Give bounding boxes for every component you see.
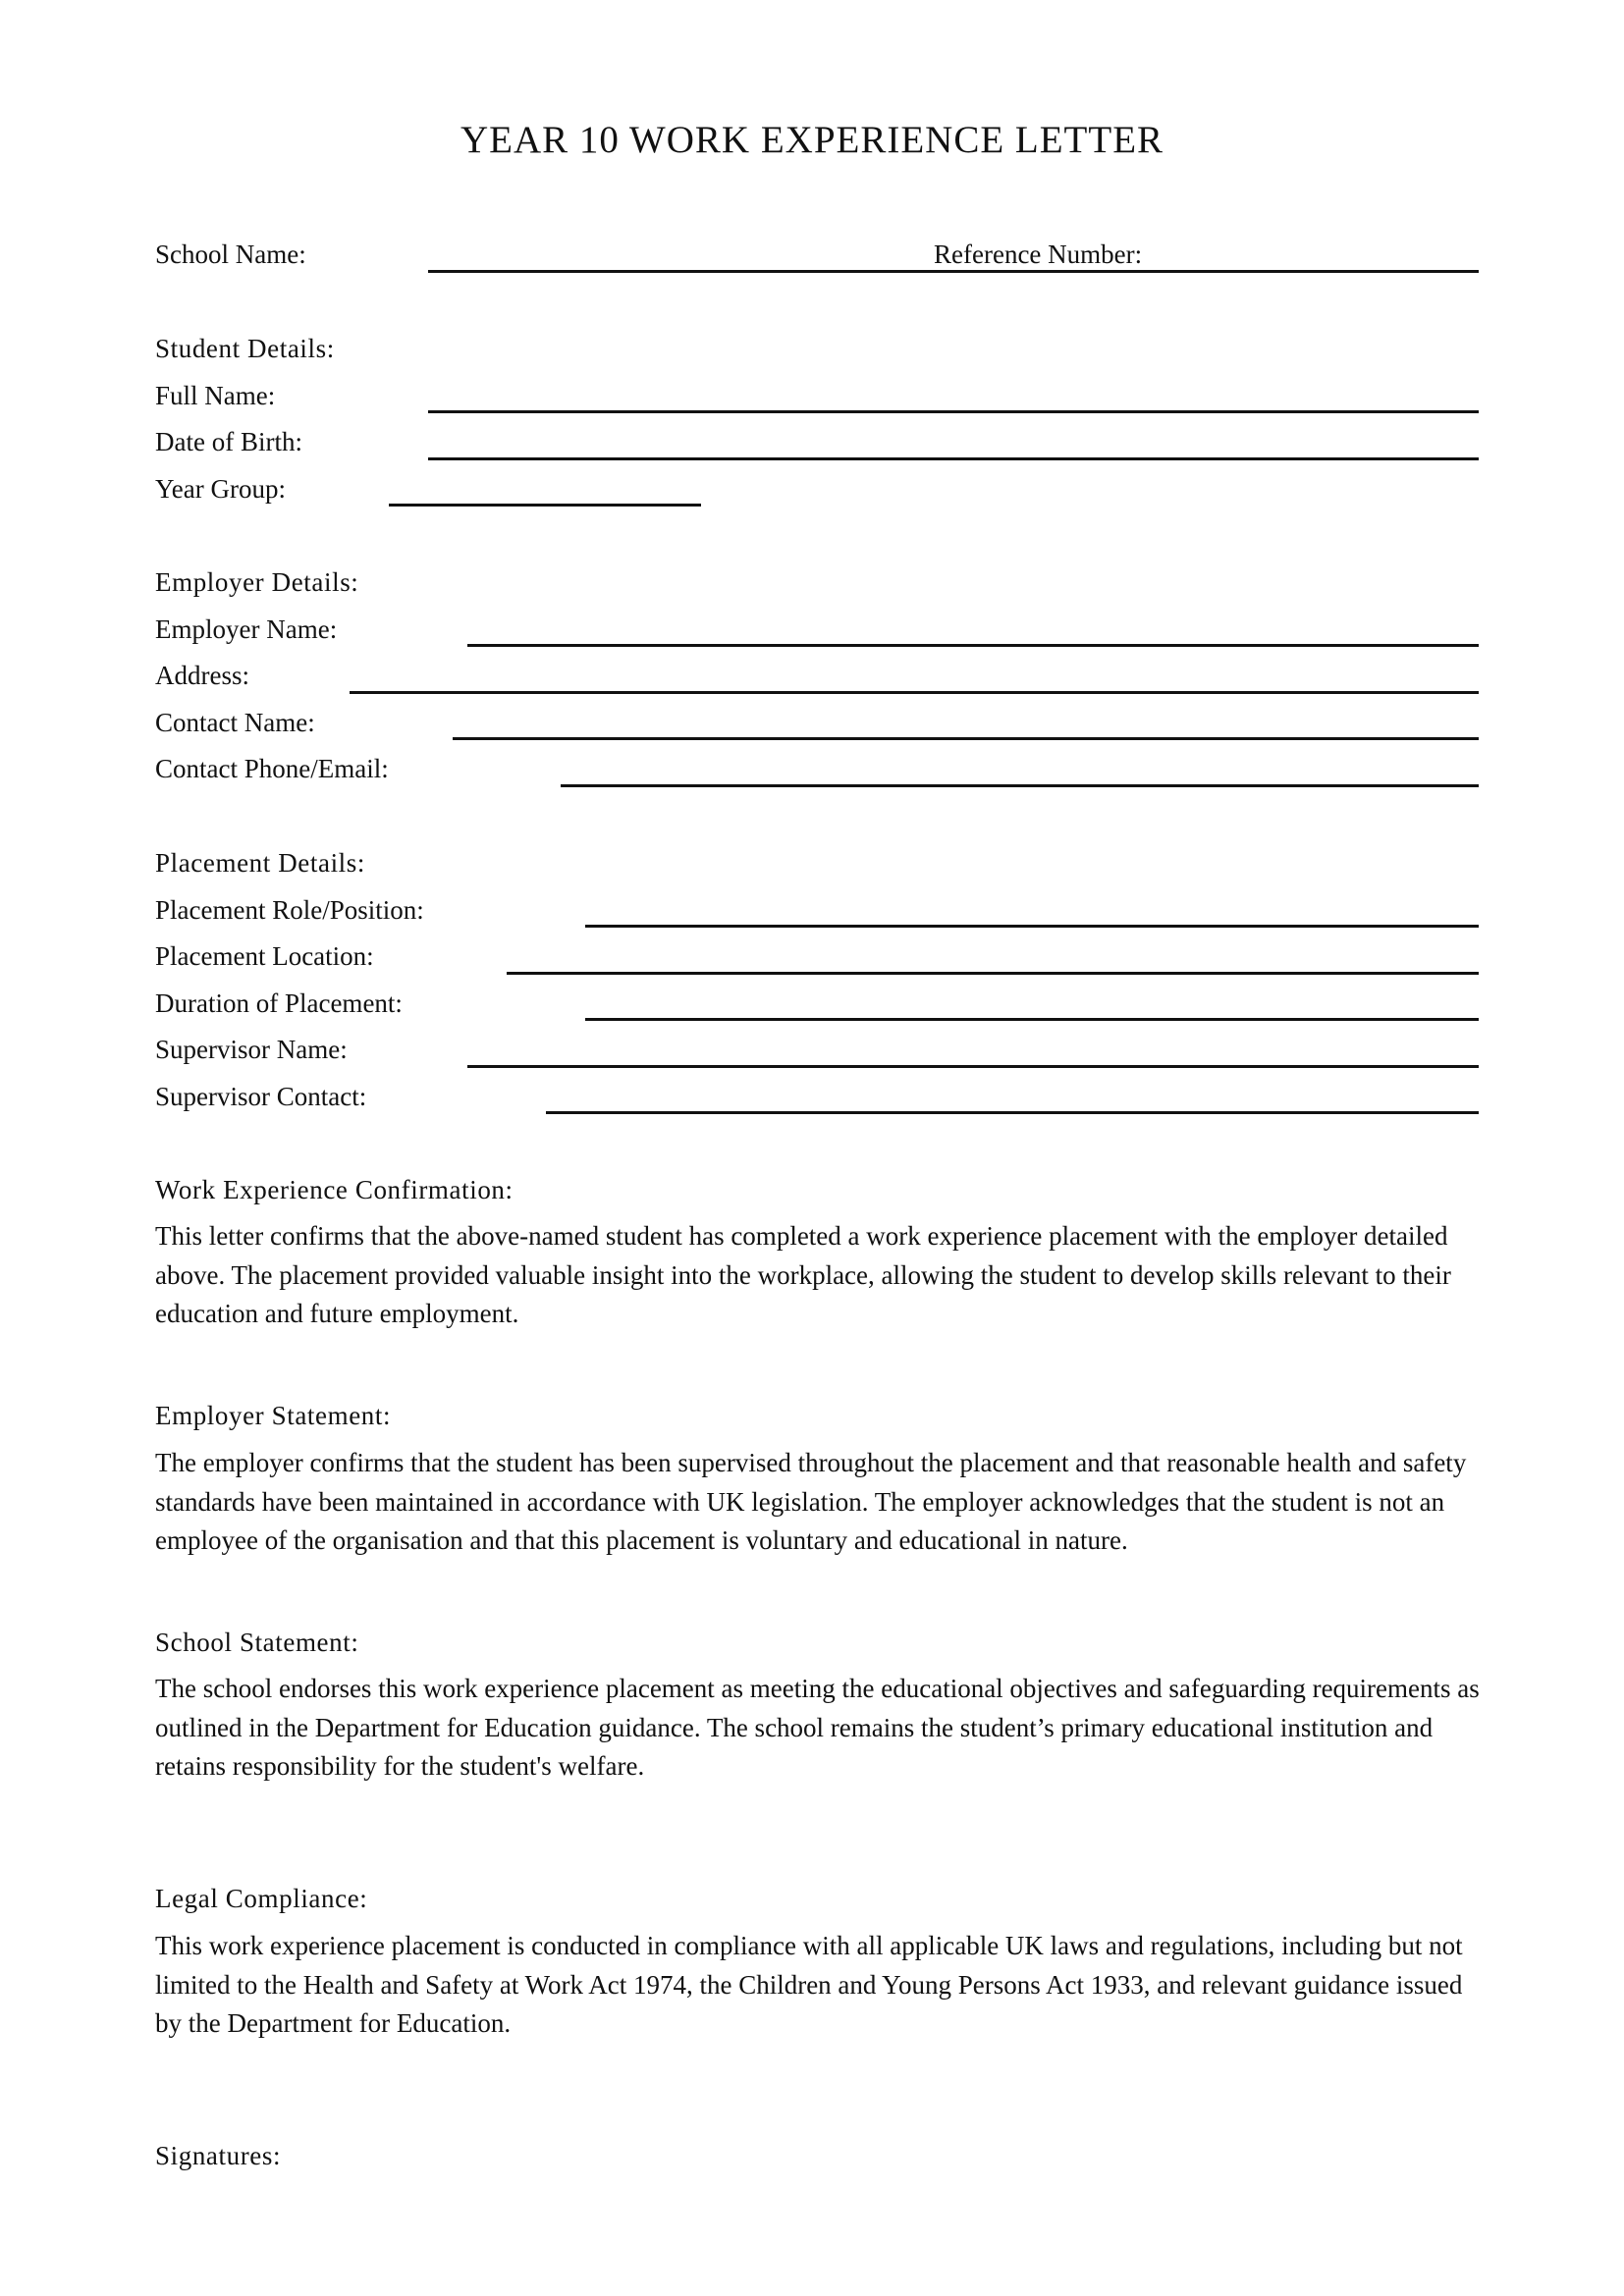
- contact-phone-email-label: Contact Phone/Email:: [155, 754, 389, 783]
- legal-compliance-text: This work experience placement is conducted in compliance with all applicable UK laws and regulations, including but not limited to the Health and Safety at Work Act 1974, the Children and Young Persons Act 1933, and relevant guidance issued by the Department for Education.: [155, 1931, 1463, 2038]
- school-statement-heading: School Statement:: [155, 1628, 359, 1657]
- full-name-label: Full Name:: [155, 381, 276, 410]
- employer-statement-heading: Employer Statement:: [155, 1401, 392, 1430]
- reference-number-label: Reference Number:: [934, 240, 1143, 269]
- contact-name-field[interactable]: [453, 737, 1479, 740]
- legal-compliance-heading: Legal Compliance:: [155, 1884, 368, 1913]
- year-group-field[interactable]: [389, 504, 701, 507]
- employer-details-heading: Employer Details:: [155, 567, 359, 597]
- student-details-heading: Student Details:: [155, 334, 335, 363]
- placement-role-field[interactable]: [585, 925, 1479, 928]
- date-of-birth-field[interactable]: [428, 457, 1479, 460]
- placement-location-label: Placement Location:: [155, 941, 374, 971]
- address-field[interactable]: [350, 691, 1479, 694]
- employer-name-label: Employer Name:: [155, 614, 338, 644]
- supervisor-name-field[interactable]: [467, 1065, 1479, 1068]
- placement-role-label: Placement Role/Position:: [155, 895, 424, 925]
- year-group-label: Year Group:: [155, 474, 286, 504]
- school-name-field[interactable]: [428, 270, 1479, 273]
- placement-duration-label: Duration of Placement:: [155, 988, 403, 1018]
- supervisor-contact-field[interactable]: [546, 1111, 1479, 1114]
- supervisor-name-label: Supervisor Name:: [155, 1035, 348, 1064]
- employer-statement-text: The employer confirms that the student has been supervised throughout the placement and that reasonable health and safety standards have been maintained in accordance with UK legislation. The employer acknowledges that the student is not an employee of the organisation and that this placement is voluntary and educational in nature.: [155, 1448, 1467, 1555]
- placement-details-heading: Placement Details:: [155, 848, 365, 878]
- employer-name-field[interactable]: [467, 644, 1479, 647]
- signatures-heading: Signatures:: [155, 2141, 282, 2170]
- contact-name-label: Contact Name:: [155, 708, 315, 737]
- school-statement-text: The school endorses this work experience placement as meeting the educational objectives and safeguarding requirements as outlined in the Department for Education guidance. The school remains the student’s primary educational institution and retains responsibility for the student's welfare.: [155, 1674, 1480, 1781]
- placement-location-field[interactable]: [507, 972, 1479, 975]
- supervisor-contact-label: Supervisor Contact:: [155, 1082, 367, 1111]
- full-name-field[interactable]: [428, 410, 1479, 413]
- contact-phone-email-field[interactable]: [561, 784, 1479, 787]
- placement-duration-field[interactable]: [585, 1018, 1479, 1021]
- work-experience-confirmation-heading: Work Experience Confirmation:: [155, 1175, 514, 1204]
- address-label: Address:: [155, 661, 249, 690]
- work-experience-confirmation-text: This letter confirms that the above-named student has completed a work experience placement with the employer detailed above. The placement provided valuable insight into the workplace, allowing the student to develop skills relevant to their education and future employment.: [155, 1221, 1451, 1328]
- date-of-birth-label: Date of Birth:: [155, 427, 302, 456]
- document-title: YEAR 10 WORK EXPERIENCE LETTER: [460, 119, 1164, 161]
- school-name-label: School Name:: [155, 240, 306, 269]
